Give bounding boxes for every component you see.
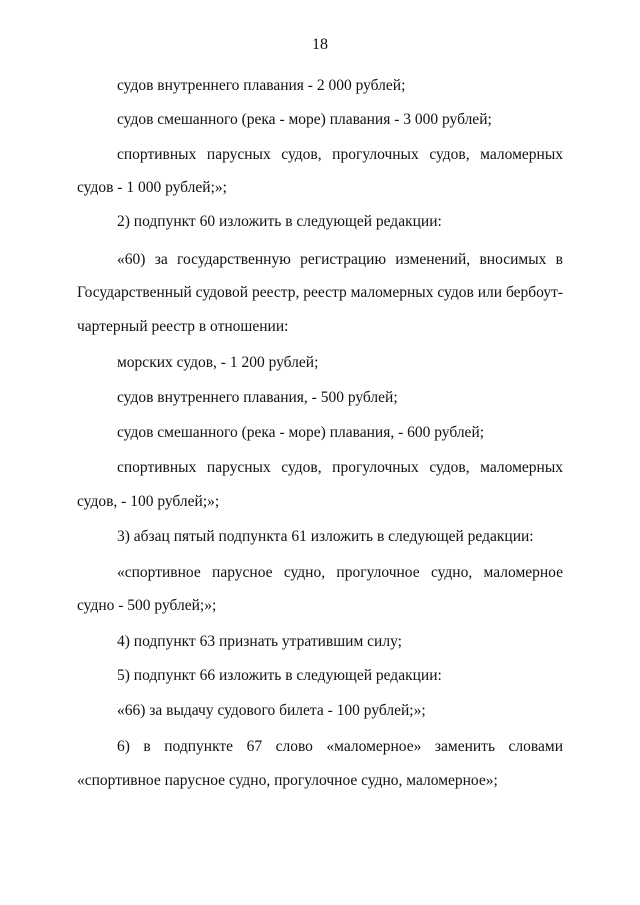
text-line: чартерный реестр в отношении:	[77, 318, 289, 335]
text-line: 5) подпункт 66 изложить в следующей редакции:	[117, 667, 442, 684]
text-line: 4) подпункт 63 признать утратившим силу;	[117, 633, 402, 650]
text-line: «спортивное парусное судно, прогулочное судно, маломерное»;	[77, 772, 498, 789]
text-line: судов внутреннего плавания, - 500 рублей;	[117, 389, 398, 406]
text-line: Государственный судовой реестр, реестр маломерных судов или бербоут-	[77, 284, 563, 301]
text-line: судно - 500 рублей;»;	[77, 597, 217, 614]
page-number: 18	[312, 36, 328, 53]
text-line: судов, - 100 рублей;»;	[77, 493, 220, 510]
text-line: 2) подпункт 60 изложить в следующей редакции:	[117, 213, 442, 230]
text-line: «60) за государственную регистрацию изменений, вносимых в	[117, 251, 563, 268]
text-line: 3) абзац пятый подпункта 61 изложить в следующей редакции:	[117, 528, 534, 545]
text-line: «66) за выдачу судового билета - 100 рублей;»;	[117, 702, 426, 719]
text-line: судов внутреннего плавания - 2 000 рублей;	[117, 77, 406, 94]
text-line: судов смешанного (река - море) плавания, - 600 рублей;	[117, 424, 485, 441]
text-line: спортивных парусных судов, прогулочных судов, маломерных	[117, 146, 563, 163]
text-line: 6) в подпункте 67 слово «маломерное» заменить словами	[117, 738, 563, 755]
text-line: судов смешанного (река - море) плавания - 3 000 рублей;	[117, 111, 492, 128]
text-line: судов - 1 000 рублей;»;	[77, 179, 227, 196]
text-line: спортивных парусных судов, прогулочных судов, маломерных	[117, 459, 563, 476]
text-line: морских судов, - 1 200 рублей;	[117, 354, 319, 371]
text-line: «спортивное парусное судно, прогулочное судно, маломерное	[117, 564, 563, 581]
